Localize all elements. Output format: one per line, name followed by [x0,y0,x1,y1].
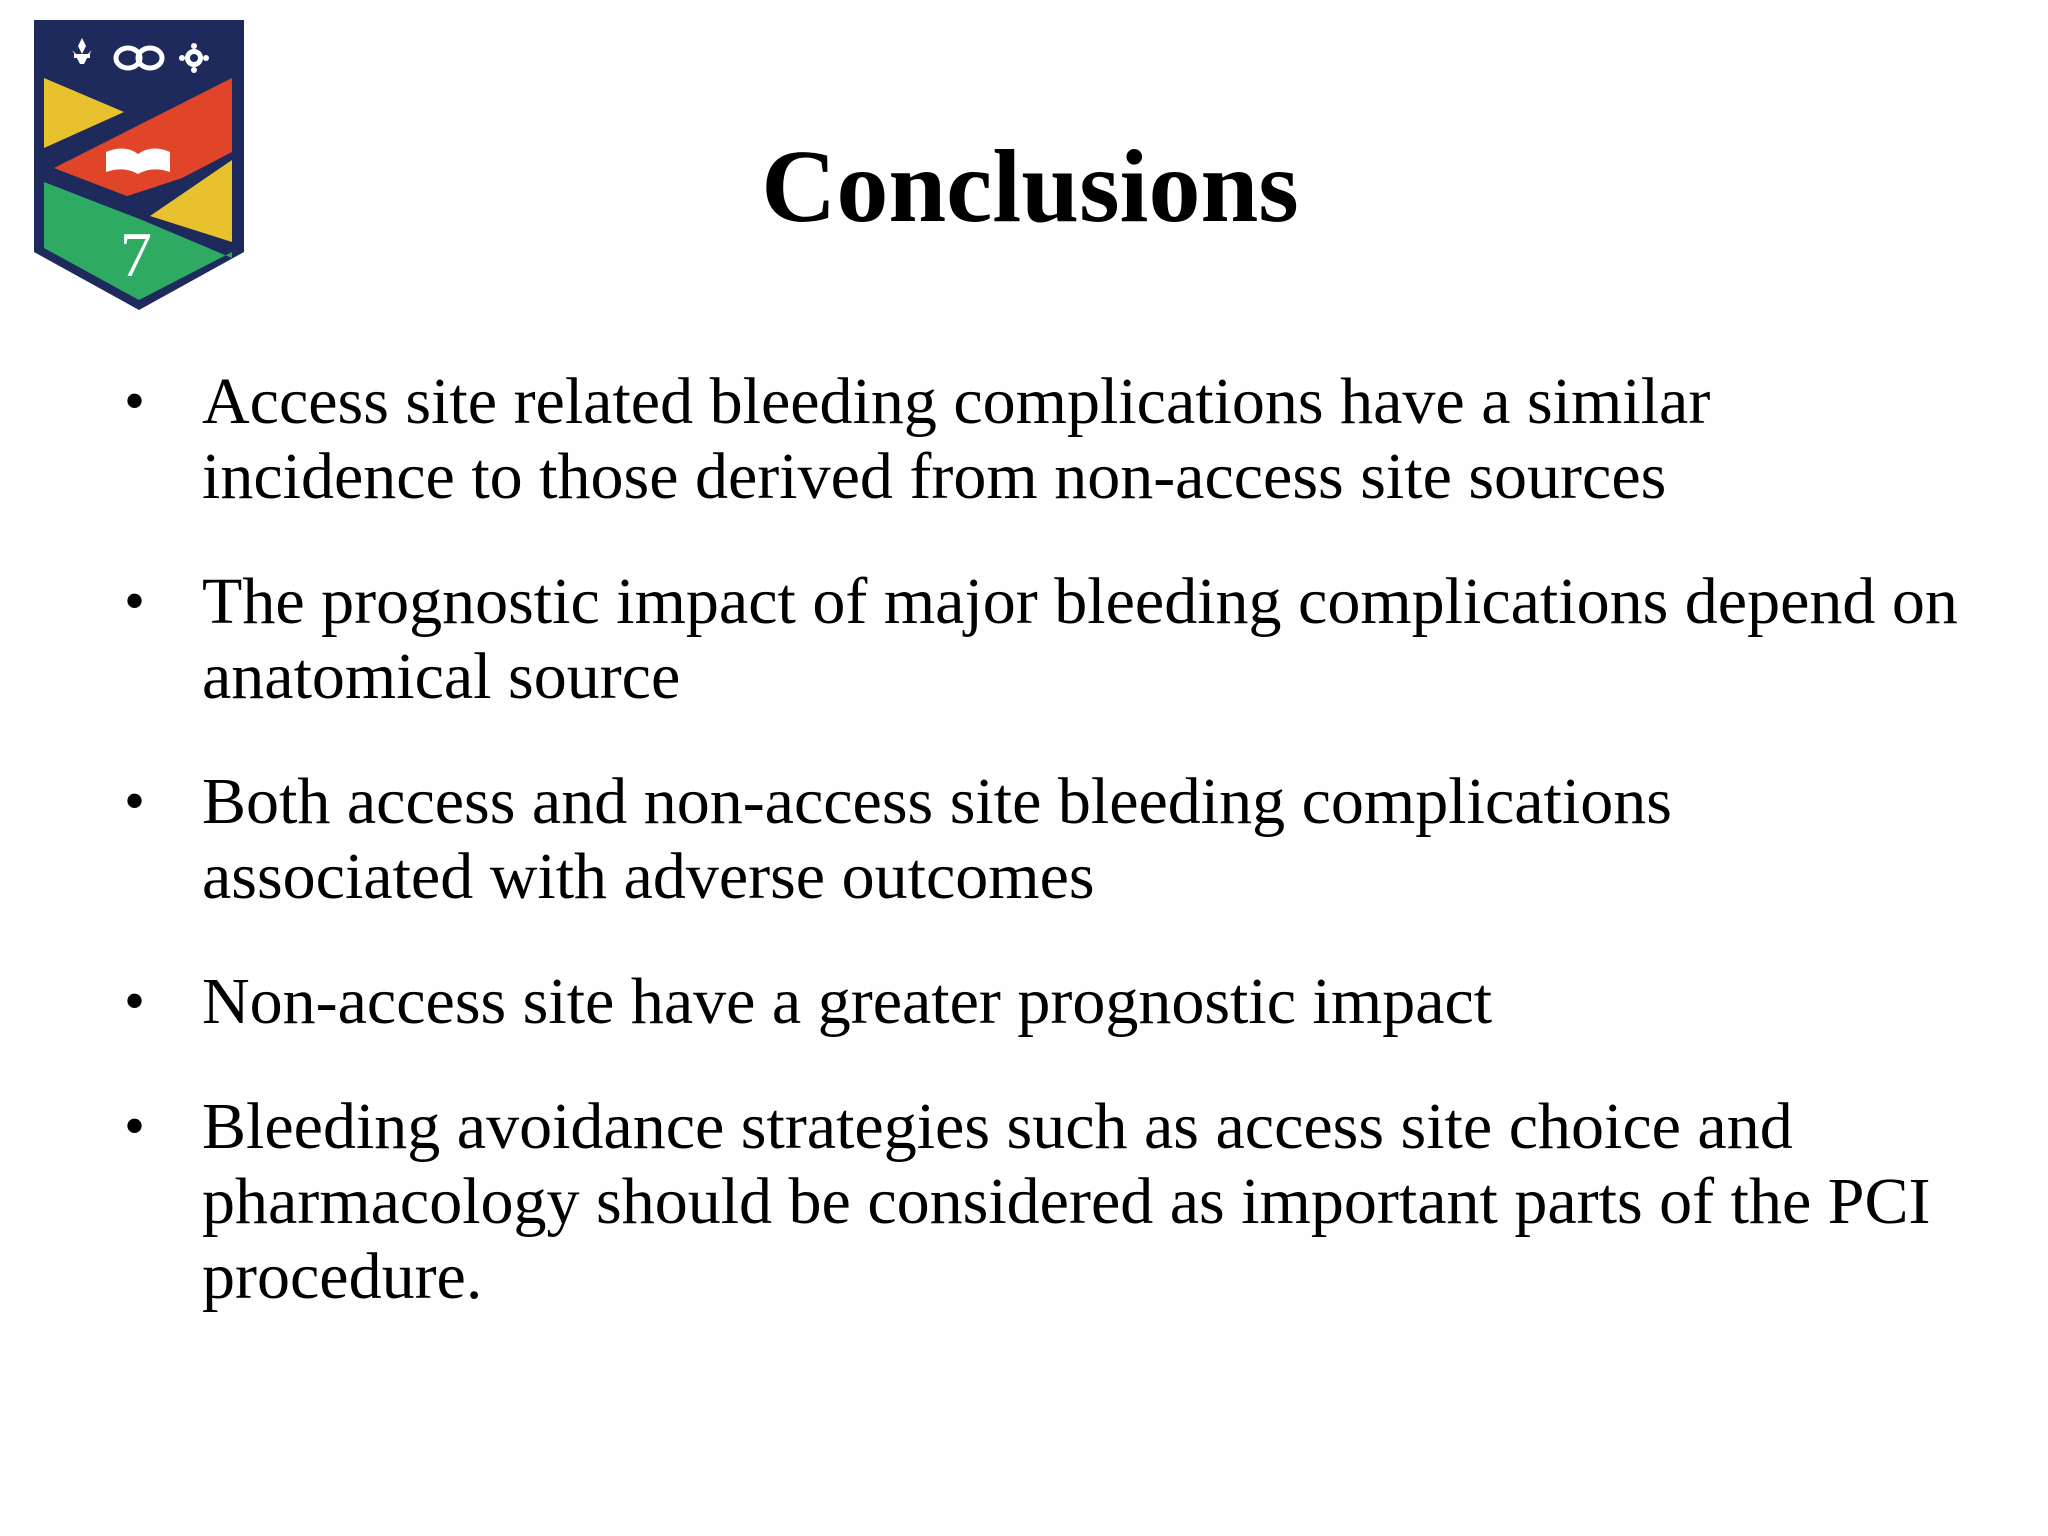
bullet-text: Both access and non-access site bleeding complications associated with adverse outcomes [202,765,1672,913]
bullet-marker: • [124,568,146,634]
slide-title: Conclusions [761,129,1299,244]
bullet-item [118,364,1958,514]
bullet-text: Non-access site have a greater prognostic impact [202,965,1493,1038]
bullet-item [118,564,1958,714]
bullet-marker: • [124,768,146,834]
bullet-marker: • [124,1093,146,1159]
bullet-item [118,1089,1958,1314]
bullet-marker: • [124,968,146,1034]
bullet-marker: • [124,368,146,434]
bullet-item [118,764,1958,914]
bullet-text: The prognostic impact of major bleeding complications depend on anatomical source [202,565,1958,713]
bullet-list [118,364,1958,1364]
bullet-item [118,964,1958,1039]
crest-numeral: 7 [120,219,152,290]
bullet-text: Bleeding avoidance strategies such as access site choice and pharmacology should be considered as important parts of the PCI procedure. [202,1090,1931,1313]
bullet-text: Access site related bleeding complications have a similar incidence to those derived from non-access site sources [202,365,1711,513]
